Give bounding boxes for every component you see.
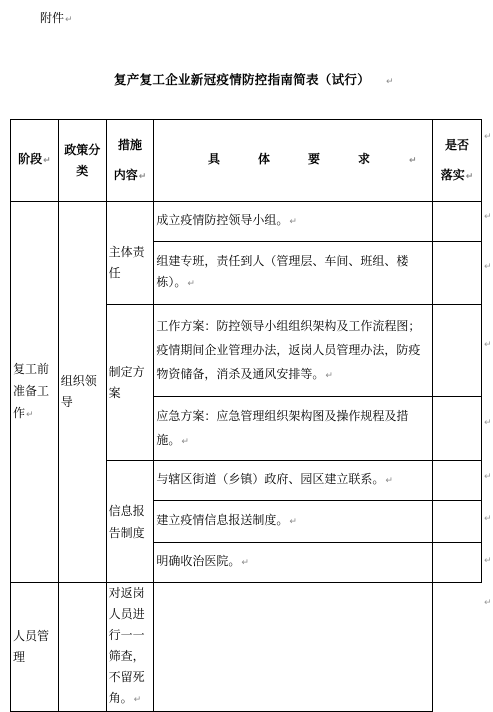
done-cell [433,501,482,543]
header-measure: 措施 内容↵ [106,120,154,202]
done-cell [433,543,482,583]
row-end-mark: ↵ [484,340,492,350]
policy-cell: 组织领导 [58,202,106,583]
row-end-mark: ↵ [484,132,492,142]
measure-cell [58,583,106,712]
row-end-mark: ↵ [484,472,492,482]
document-title: 复产复工企业新冠疫情防控指南简表（试行） ↵ [114,72,394,87]
header-policy: 政策分类 [58,120,106,202]
done-cell [433,242,482,305]
requirement-cell: 与辖区街道（乡镇）政府、园区建立联系。↵ [154,461,433,501]
row-end-mark: ↵ [484,212,492,222]
requirement-cell: 对返岗人员进行一一筛查，不留死角。↵ [106,583,154,712]
header-stage: 阶段↵ [11,120,59,202]
measure-cell: 主体责任 [106,202,154,305]
done-cell [433,305,482,397]
row-end-mark: ↵ [484,556,492,566]
done-cell [154,583,433,712]
row-end-mark: ↵ [484,418,492,428]
header-requirements: 具体要求↵ [154,120,433,202]
policy-cell: 人员管理 [11,583,59,712]
done-cell [433,202,482,242]
attachment-label: 附件↵ [40,11,73,25]
table-row [11,583,482,712]
requirement-cell: 建立疫情信息报送制度。↵ [154,501,433,543]
stage-cell: 复工前准备工作↵ [11,202,59,583]
requirement-cell: 组建专班，责任到人（管理层、车间、班组、楼栋）。↵ [154,242,433,305]
requirement-cell: 明确收治医院。↵ [154,543,433,583]
guide-table [10,119,482,712]
measure-cell: 制定方案 [106,305,154,461]
row-end-mark: ↵ [484,262,492,272]
requirement-cell: 应急方案：应急管理组织架构图及操作规程及措施。↵ [154,397,433,461]
header-done: 是否 落实↵ [433,120,482,202]
requirement-cell: 工作方案：防控领导小组组织架构及工作流程图；疫情期间企业管理办法，返岗人员管理办法，防疫物资储备，消杀及通风安排等。↵ [154,305,433,397]
measure-cell: 信息报告制度 [106,461,154,583]
done-cell [433,461,482,501]
row-end-mark: ↵ [484,598,492,608]
requirement-cell: 成立疫情防控领导小组。↵ [154,202,433,242]
table-row [11,202,482,242]
done-cell [433,397,482,461]
header-row [11,120,482,202]
row-end-mark: ↵ [484,514,492,524]
